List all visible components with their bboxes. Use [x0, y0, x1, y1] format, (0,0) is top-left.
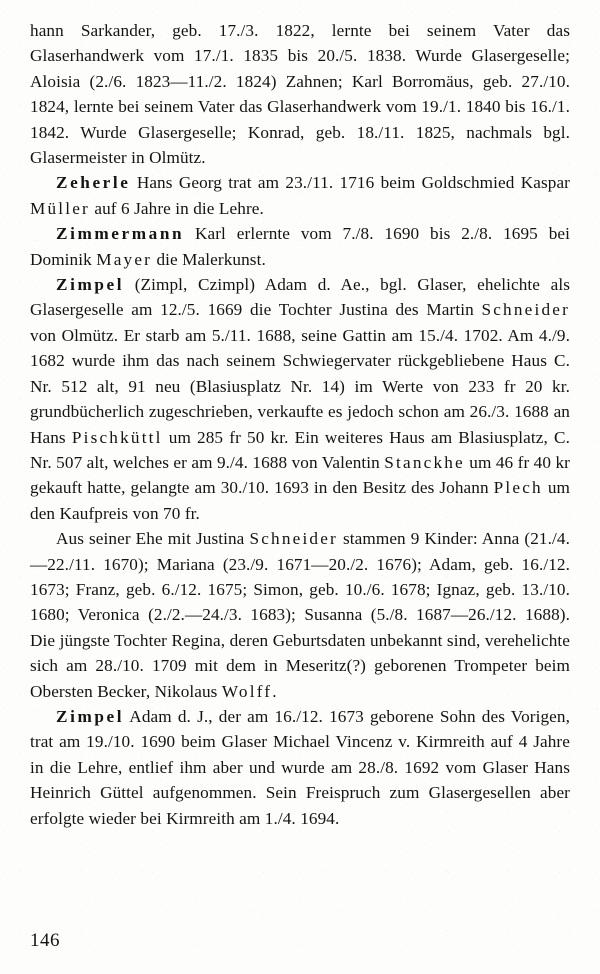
paragraph-sarkander-continued: hann Sarkander, geb. 17./3. 1822, lernte bei seinem Vater das Glaserhandwerk vom 17./1. 1835 bis 20./5. 1838. Wurde Glasergeselle; Aloisia (2./6. 1823—11./2. 1824) Zahnen; Karl Borromäus, geb. 27./10. 1824, lernte bei seinem Vater das Glaserhandwerk vom 19./1. 1840 bis 16./1. 1842. Wurde Glasergeselle; Konrad, geb. 18./11. 1825, nachmals bgl. Glasermeister in Olmütz.: [30, 21, 570, 168]
page-body: [30, 18, 570, 831]
paragraph-zeherle: Zeherle Hans Georg trat am 23./11. 1716 beim Goldschmied Kaspar Müller auf 6 Jahre in die Lehre.: [30, 173, 570, 218]
paragraph-zimpel-adam-j: Zimpel Adam d. J., der am 16./12. 1673 geborene Sohn des Vorigen, trat am 19./10. 1690 beim Glaser Michael Vincenz v. Kirmreith auf 4 Jahre in die Lehre, entlief ihm aber und wurde am 28./8. 1692 vom Glaser Hans Heinrich Güttel aufgenommen. Sein Freispruch zum Glasergesellen aber erfolgte wieder bei Kirmreith am 1./4. 1694.: [30, 706, 570, 828]
paragraph-zimpel-kinder: Aus seiner Ehe mit Justina Schneider stammen 9 Kinder: Anna (21./4.—22./11. 1670); Mariana (23./9. 1671—20./2. 1676); Adam, geb. 16./12. 1673; Franz, geb. 6./12. 1675; Simon, geb. 10./6. 1678; Ignaz, geb. 13./10. 1680; Veronica (2./2.—24./3. 1683); Susanna (5./8. 1687—26./12. 1688). Die jüngste Tochter Regina, deren Geburtsdaten unbekannt sind, verehelichte sich am 28./10. 1709 mit dem in Meseritz(?) geborenen Trompeter beim Obersten Becker, Nikolaus Wolff.: [30, 529, 570, 701]
paragraph-zimmermann: Zimmermann Karl erlernte vom 7./8. 1690 bis 2./8. 1695 bei Dominik Mayer die Malerkunst.: [30, 224, 570, 269]
page-number: 146: [30, 930, 60, 951]
paragraph-zimpel-adam-ae: Zimpel (Zimpl, Czimpl) Adam d. Ae., bgl. Glaser, ehelichte als Glasergeselle am 12./5. 1669 die Tochter Justina des Martin Schneider von Olmütz. Er starb am 5./11. 1688, seine Gattin am 15./4. 1702. Am 4./9. 1682 wurde ihm das nach seinem Schwiegervater rückgebliebene Haus C. Nr. 512 alt, 91 neu (Blasiusplatz Nr. 14) im Werte von 233 fr 20 kr. grundbücherlich zugeschrieben, verkaufte es jedoch schon am 26./3. 1688 an Hans Pischküttl um 285 fr 50 kr. Ein weiteres Haus am Blasiusplatz, C. Nr. 507 alt, welches er am 9./4. 1688 von Valentin Stanckhe um 46 fr 40 kr gekauft hatte, gelangte am 30./10. 1693 in den Besitz des Johann Plech um den Kaufpreis von 70 fr.: [30, 275, 570, 523]
